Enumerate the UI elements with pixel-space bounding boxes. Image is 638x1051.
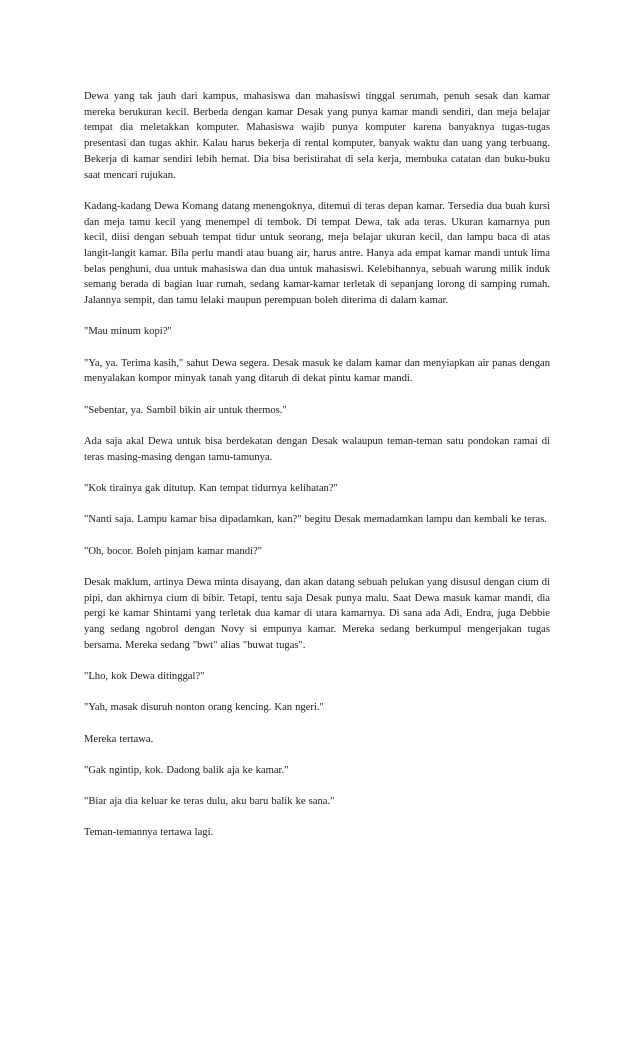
paragraph-3: "Mau minum kopi?" <box>84 326 172 338</box>
paragraph-9: "Oh, bocor. Boleh pinjam kamar mandi?" <box>84 545 263 557</box>
paragraph-2: Kadang-kadang Dewa Komang datang menengoknya, ditemui di teras depan kamar. Tersedia dua buah kursi dan meja tamu kecil yang menempel di tembok. Di tempat Dewa, tak ada teras. Ukuran kamarnya pun kecil, diisi dengan sebuah tempat tidur untuk seorang, meja belajar ukuran kecil, dan lampu baca di atas langit-langit kamar. Bila perlu mandi atau buang air, harus antre. Hanya ada empat kamar mandi untuk lima belas penghuni, dua untuk mahasiswa dan dua untuk mahasiswi. Kelebihannya, sebuah warung milik induk semang berada di bagian luar rumah, sedang kamar-kamar terletak di sepanjang lorong di samping rumah. Jalannya sempit, dan tamu lelaki maupun perempuan boleh diterima di dalam kamar. <box>84 200 550 307</box>
paragraph-15: "Biar aja dia keluar ke teras dulu, aku baru balik ke sana." <box>84 796 335 808</box>
paragraph-11: "Lho, kok Dewa ditinggal?" <box>84 670 205 682</box>
paragraph-13: Mereka tertawa. <box>84 733 154 745</box>
paragraph-8: "Nanti saja. Lampu kamar bisa dipadamkan, kan?" begitu Desak memadamkan lampu dan kembali ke teras. <box>84 514 547 526</box>
paragraph-12: "Yah, masak disuruh nonton orang kencing. Kan ngeri." <box>84 702 324 714</box>
paragraph-7: "Kok tirainya gak ditutup. Kan tempat tidurnya kelihatan?" <box>84 482 338 494</box>
paragraph-14: "Gak ngintip, kok. Dadong balik aja ke kamar." <box>84 764 289 776</box>
document-text-body <box>84 89 550 841</box>
paragraph-4: "Ya, ya. Terima kasih," sahut Dewa segera. Desak masuk ke dalam kamar dan menyiapkan air panas dengan menyalakan kompor minyak tanah yang ditaruh di dekat pintu kamar mandi. <box>84 357 550 385</box>
paragraph-10: Desak maklum, artinya Dewa minta disayang, dan akan datang sebuah pelukan yang disusul dengan cium di pipi, dan akhirnya cium di bibir. Tetapi, tentu saja Desak punya malu. Saat Dewa masuk kamar mandi, dia pergi ke kamar Shintami yang terletak dua kamar di utara kamarnya. Di sana ada Adi, Endra, juga Debbie yang sedang ngobrol dengan Novy si empunya kamar. Mereka sedang berkumpul mengerjakan tugas bersama. Mereka sedang "bwt" alias "buwat tugas". <box>84 576 550 651</box>
paragraph-6: Ada saja akal Dewa untuk bisa berdekatan dengan Desak walaupun teman-teman satu pondokan ramai di teras masing-masing dengan tamu-tamunya. <box>84 435 550 463</box>
paragraph-16: Teman-temannya tertawa lagi. <box>84 827 214 839</box>
paragraph-1: Dewa yang tak jauh dari kampus, mahasiswa dan mahasiswi tinggal serumah, penuh sesak dan kamar mereka berukuran kecil. Berbeda dengan kamar Desak yang punya kamar mandi sendiri, dan meja belajar tempat dia meletakkan komputer. Mahasiswa wajib punya komputer karena banyaknya tugas-tugas presentasi dan tugas akhir. Kalau harus bekerja di rental komputer, banyak waktu dan uang yang terbuang. Bekerja di kamar sendiri lebih hemat. Dia bisa beristirahat di sela kerja, membuka catatan dan buku-buku saat mencari rujukan. <box>84 91 550 181</box>
paragraph-5: "Sebentar, ya. Sambil bikin air untuk thermos." <box>84 404 287 416</box>
